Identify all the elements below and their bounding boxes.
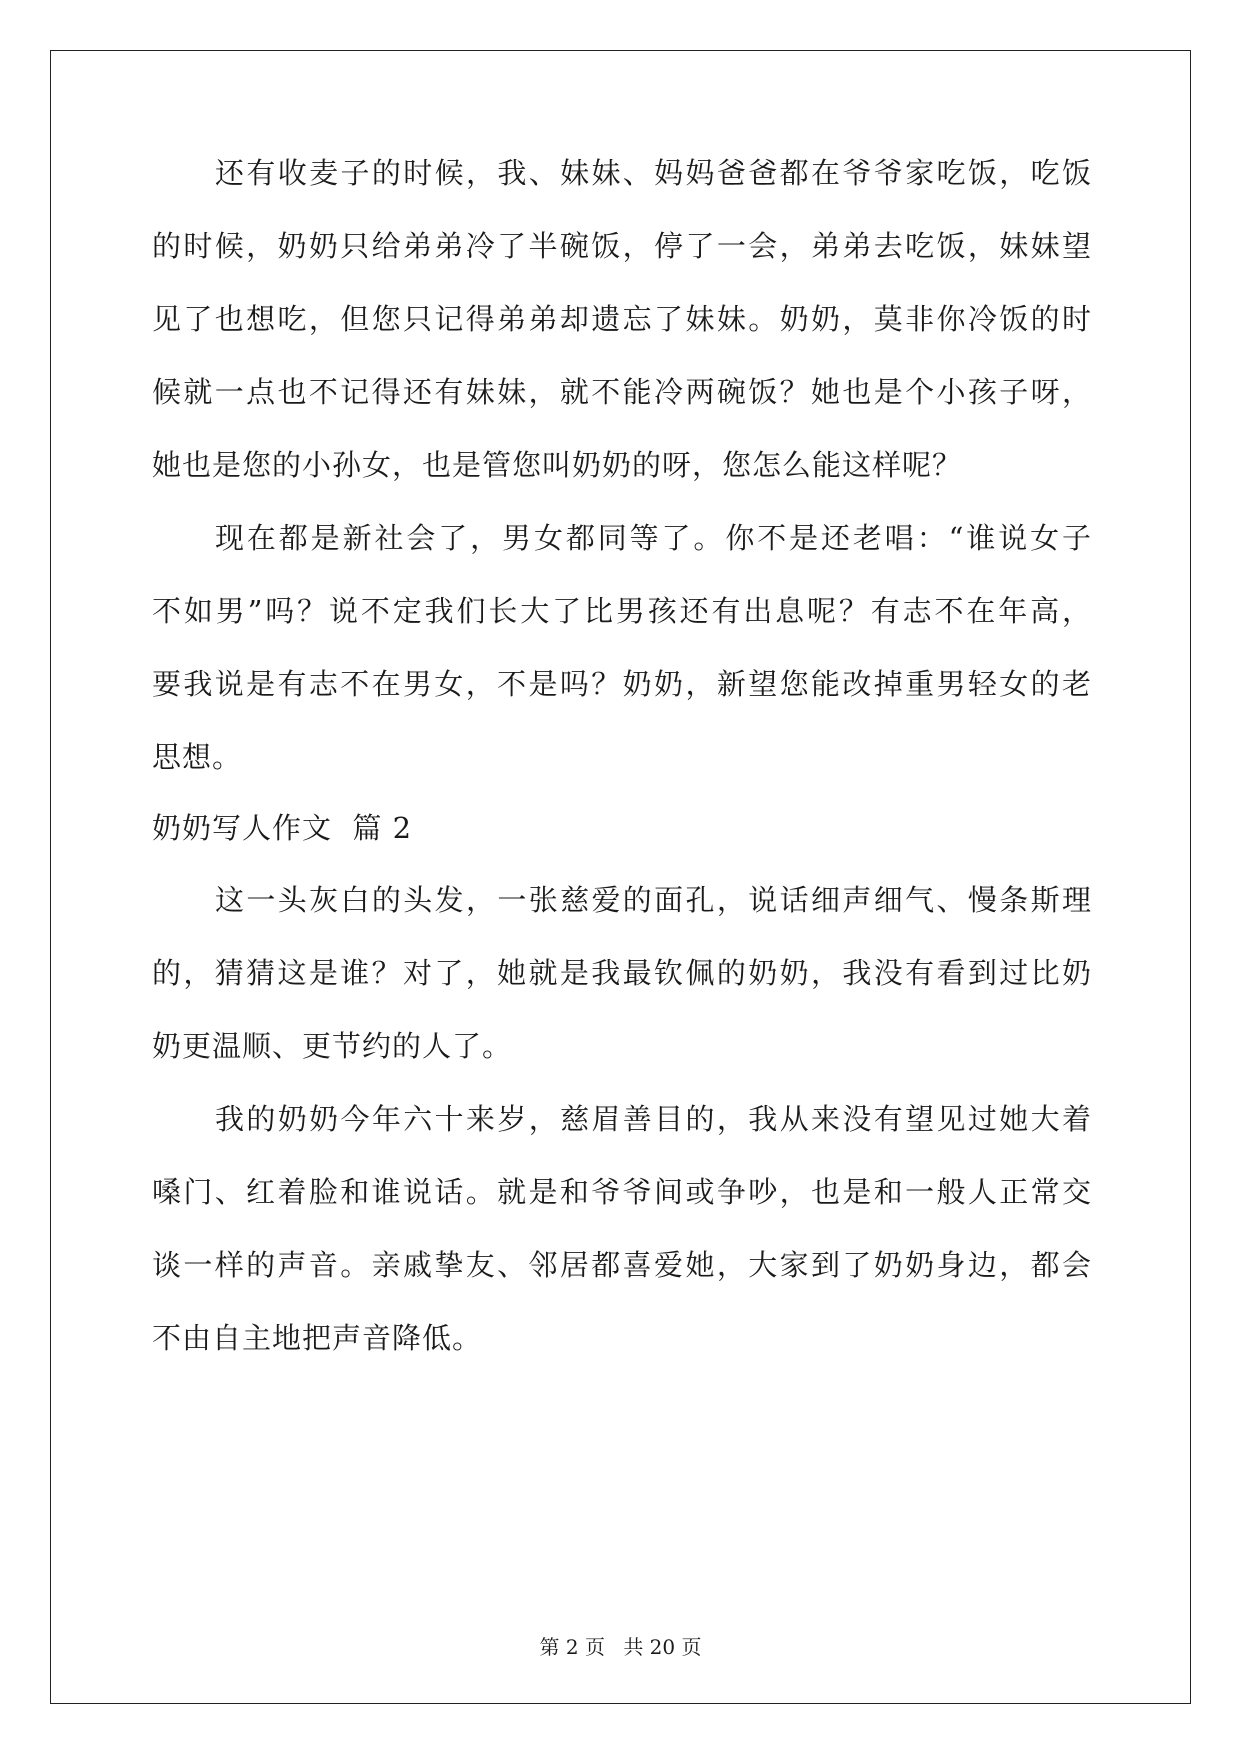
page-number: 第 2 页 (539, 1635, 605, 1659)
paragraph-line: 她也是您的小孙女，也是管您叫奶奶的呀，您怎么能这样呢？ (152, 448, 963, 482)
paragraph-line: 的，猜猜这是谁？对了，她就是我最钦佩的奶奶，我没有看到过比奶 (152, 956, 1092, 990)
paragraph-line: 不由自主地把声音降低。 (152, 1321, 483, 1355)
paragraph-line: 谈一样的声音。亲戚挚友、邻居都喜爱她，大家到了奶奶身边，都会 (152, 1248, 1092, 1282)
paragraph-line: 还有收麦子的时候，我、妹妹、妈妈爸爸都在爷爷家吃饭，吃饭 (215, 156, 1092, 190)
paragraph-line: 要我说是有志不在男女，不是吗？奶奶，新望您能改掉重男轻女的老 (152, 667, 1092, 701)
page-footer (0, 1634, 1241, 1660)
paragraph-line: 现在都是新社会了，男女都同等了。你不是还老唱：“谁说女子 (215, 521, 1092, 555)
paragraph-line: 的时候，奶奶只给弟弟冷了半碗饭，停了一会，弟弟去吃饭，妹妹望 (152, 229, 1092, 263)
paragraph-line: 候就一点也不记得还有妹妹，就不能冷两碗饭？她也是个小孩子呀， (152, 375, 1092, 409)
paragraph-line: 奶更温顺、更节约的人了。 (152, 1029, 513, 1063)
section-heading: 奶奶写人作文 篇 2 (152, 811, 413, 845)
paragraph-line: 这一头灰白的头发，一张慈爱的面孔，说话细声细气、慢条斯理 (215, 883, 1092, 917)
paragraph-line: 思想。 (152, 740, 243, 774)
paragraph-line: 我的奶奶今年六十来岁，慈眉善目的，我从来没有望见过她大着 (215, 1102, 1092, 1136)
paragraph-line: 嗓门、红着脸和谁说话。就是和爷爷间或争吵，也是和一般人正常交 (152, 1175, 1092, 1209)
paragraph-line: 不如男”吗？说不定我们长大了比男孩还有出息呢？有志不在年高， (152, 594, 1092, 628)
paragraph-line: 见了也想吃，但您只记得弟弟却遗忘了妹妹。奶奶，莫非你冷饭的时 (152, 302, 1092, 336)
page-total: 共 20 页 (623, 1635, 702, 1659)
